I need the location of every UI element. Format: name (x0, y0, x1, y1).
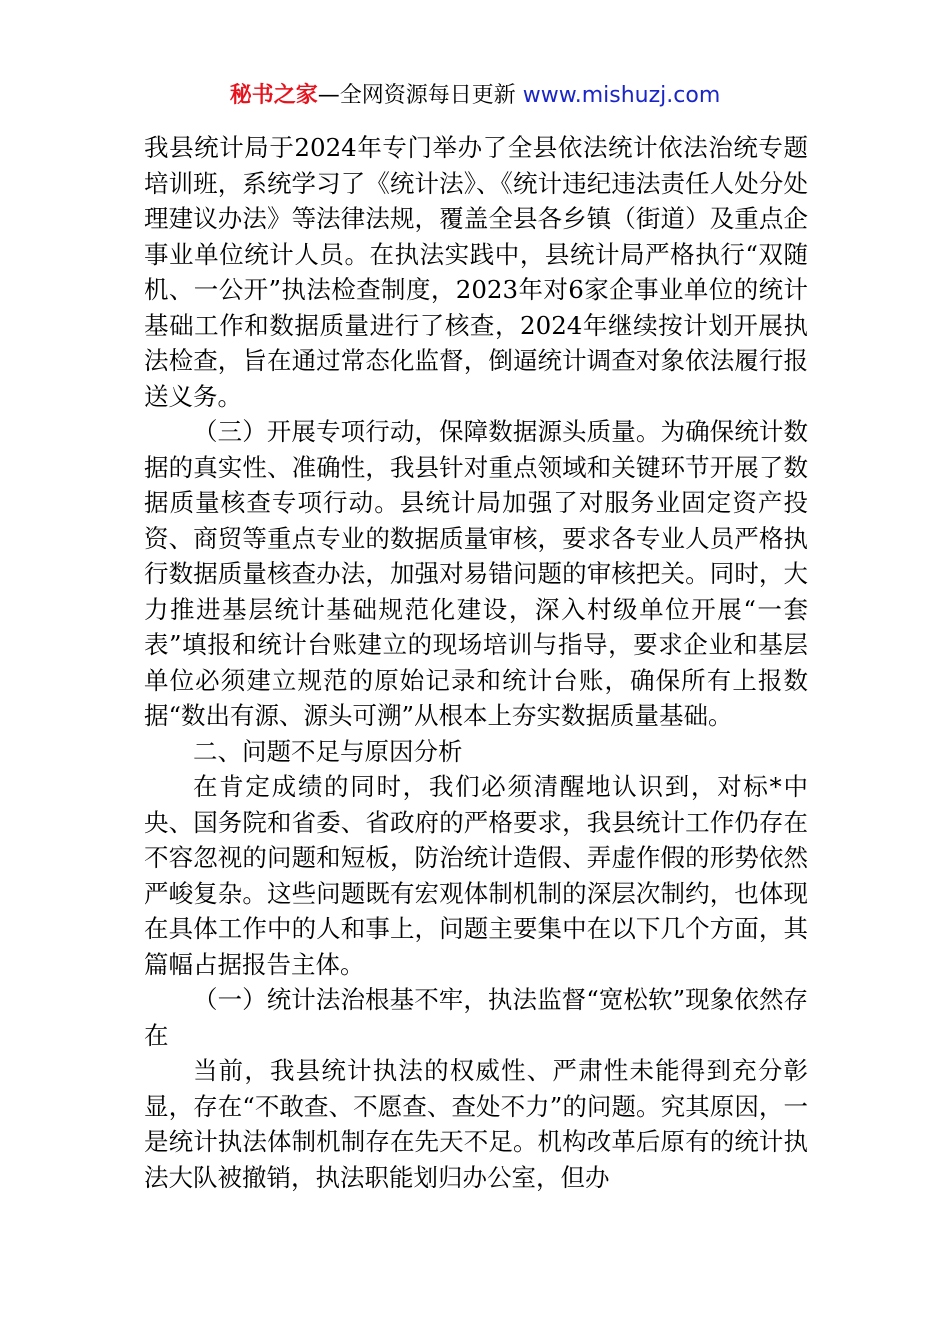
section-heading: 二、问题不足与原因分析 (193, 736, 463, 766)
document-body (144, 130, 808, 1195)
subsection-heading: （一）统计法治根基不牢，执法监督“宽松软”现象依然存在 (144, 985, 808, 1050)
body-paragraph: 当前，我县统计执法的权威性、严肃性未能得到充分彰显，存在“不敢查、不愿查、查处不力”的问题。究其原因，一是统计执法体制机制存在先天不足。机构改革后原有的统计执法大队被撤销，执法职能划归办公室，但办 (144, 1056, 808, 1192)
body-paragraph: 我县统计局于2024年专门举办了全县依法统计依法治统专题培训班，系统学习了《统计法》、《统计违纪违法责任人处分处理建议办法》等法律法规，覆盖全县各乡镇（街道）及重点企事业单位统计人员。在执法实践中，县统计局严格执行“双随机、一公开”执法检查制度，2023年对6家企事业单位的统计基础工作和数据质量进行了核查，2024年继续按计划开展执法检查，旨在通过常态化监督，倒逼统计调查对象依法履行报送义务。 (144, 133, 808, 411)
site-header (0, 80, 950, 112)
site-tagline: —全网资源每日更新 (317, 83, 516, 108)
site-url-link[interactable]: www.mishuzj.com (522, 83, 721, 108)
body-paragraph: 在肯定成绩的同时，我们必须清醒地认识到，对标*中央、国务院和省委、省政府的严格要求，我县统计工作仍存在不容忽视的问题和短板，防治统计造假、弄虚作假的形势依然严峻复杂。这些问题既有宏观体制机制的深层次制约，也体现在具体工作中的人和事上，问题主要集中在以下几个方面，其篇幅占据报告主体。 (144, 772, 808, 979)
site-brand: 秘书之家 (229, 83, 318, 108)
section-paragraph: （三）开展专项行动，保障数据源头质量。为确保统计数据的真实性、准确性，我县针对重点领域和关键环节开展了数据质量核查专项行动。县统计局加强了对服务业固定资产投资、商贸等重点专业的数据质量审核，要求各专业人员严格执行数据质量核查办法，加强对易错问题的审核把关。同时，大力推进基层统计基础规范化建设，深入村级单位开展“一套表”填报和统计台账建立的现场培训与指导，要求企业和基层单位必须建立规范的原始记录和统计台账，确保所有上报数据“数出有源、源头可溯”从根本上夯实数据质量基础。 (144, 417, 808, 730)
